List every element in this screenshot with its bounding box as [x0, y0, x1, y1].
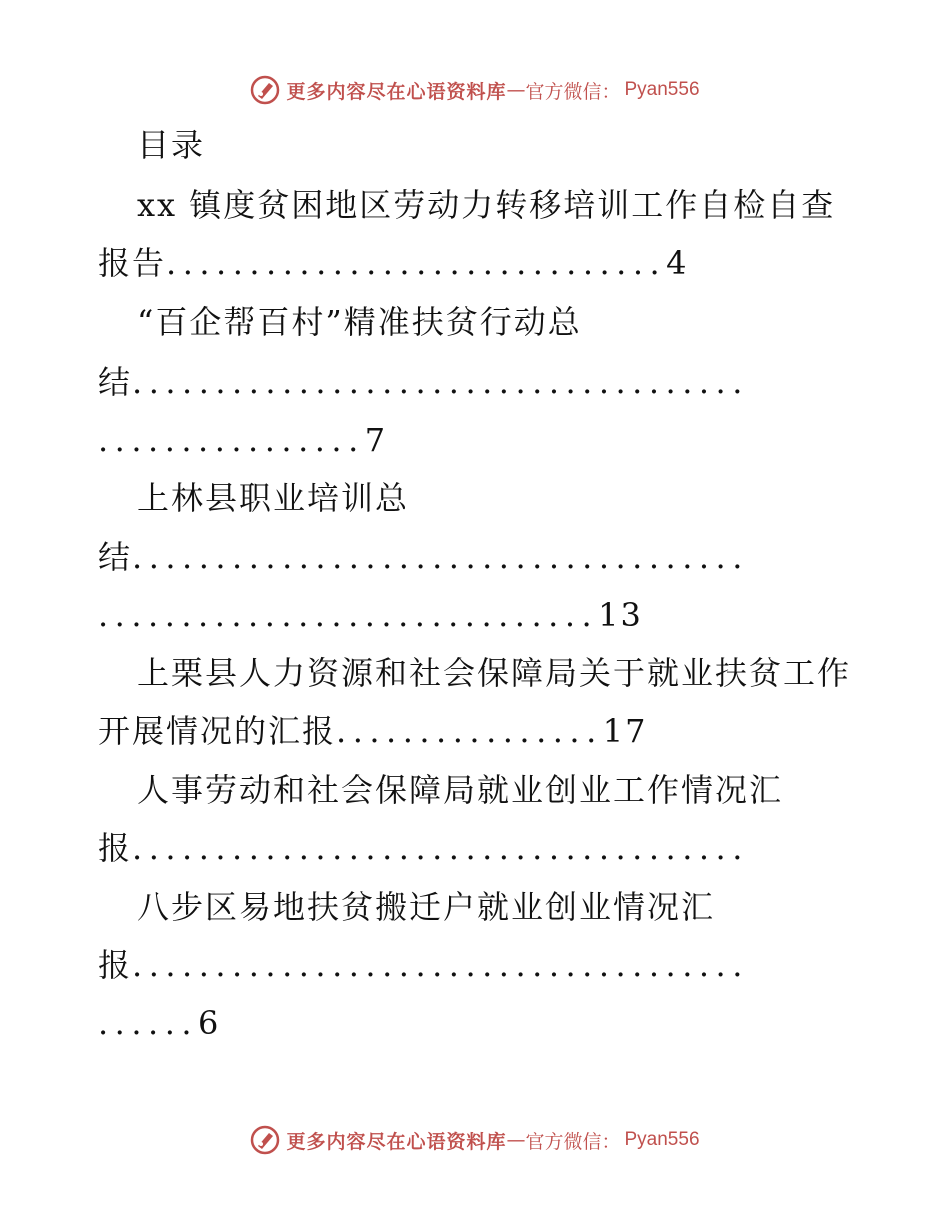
toc-entry-2-label: 结	[98, 363, 133, 401]
toc-entry-4-line2	[98, 711, 647, 751]
toc-entry-3-leader-cont: ..............................	[98, 596, 599, 634]
toc-entry-6-leader-cont: ......	[98, 1004, 199, 1042]
toc-entry-1-label: 报告	[98, 244, 167, 282]
toc-entry-6-line3	[98, 1003, 220, 1043]
toc-entry-4-line1: 上栗县人力资源和社会保障局关于就业扶贫工作	[137, 654, 852, 692]
banner-wechat-id: Pyan556	[624, 79, 700, 100]
toc-entry-6-line1: 八步区易地扶贫搬迁户就业创业情况汇	[137, 888, 716, 926]
toc-entry-5-line2	[98, 828, 749, 868]
toc-entry-5-label: 报	[98, 829, 133, 867]
toc-title: 目录	[137, 126, 206, 164]
footer-banner	[0, 1120, 950, 1160]
toc-entry-3-line1: 上林县职业培训总	[137, 479, 410, 517]
toc-entry-6-label: 报	[98, 946, 133, 984]
banner-dash: —	[506, 1129, 526, 1151]
toc-entry-6-line2	[98, 945, 749, 985]
toc-entry-2-line3	[98, 420, 387, 460]
pen-logo-icon	[250, 1125, 280, 1155]
header-banner	[0, 70, 950, 110]
pen-logo-icon	[250, 75, 280, 105]
toc-entry-1-leader: ..............................	[166, 244, 667, 282]
toc-entry-4-page: 17	[602, 712, 648, 750]
toc-entry-4-leader: ................	[336, 712, 603, 750]
banner-dash: —	[506, 79, 526, 101]
toc-entry-3-page: 13	[598, 596, 643, 634]
banner-main-text: 更多内容尽在心语资料库	[286, 80, 507, 103]
banner-wechat-id: Pyan556	[624, 1129, 700, 1150]
toc-entry-2-leader: .....................................	[132, 363, 749, 401]
toc-entry-2-leader-cont: ................	[98, 421, 365, 459]
toc-entry-1-line1: xx 镇度贫困地区劳动力转移培训工作自检自查	[137, 186, 836, 224]
toc-entry-6-leader: .....................................	[132, 946, 749, 984]
banner-wechat-label: 官方微信：	[525, 1130, 621, 1153]
toc-entry-3-leader: .....................................	[132, 538, 749, 576]
toc-entry-1-page: 4	[666, 244, 689, 282]
toc-entry-1-line2	[98, 243, 689, 283]
toc-entry-3-label: 结	[98, 538, 133, 576]
toc-entry-2-page: 7	[364, 421, 388, 459]
toc-entry-5-line1: 人事劳动和社会保障局就业创业工作情况汇	[137, 771, 784, 809]
toc-entry-3-line3	[98, 595, 643, 635]
toc-entry-4-label: 开展情况的汇报	[98, 712, 337, 750]
toc-entry-6-page: 6	[198, 1004, 221, 1042]
toc-entry-3-line2	[98, 537, 749, 577]
toc-entry-5-leader: .....................................	[132, 829, 749, 867]
toc-entry-2-line2	[98, 362, 749, 402]
banner-main-text: 更多内容尽在心语资料库	[286, 1130, 507, 1153]
banner-wechat-label: 官方微信：	[525, 80, 621, 103]
toc-entry-2-line1: “百企帮百村”精准扶贫行动总	[137, 303, 582, 341]
